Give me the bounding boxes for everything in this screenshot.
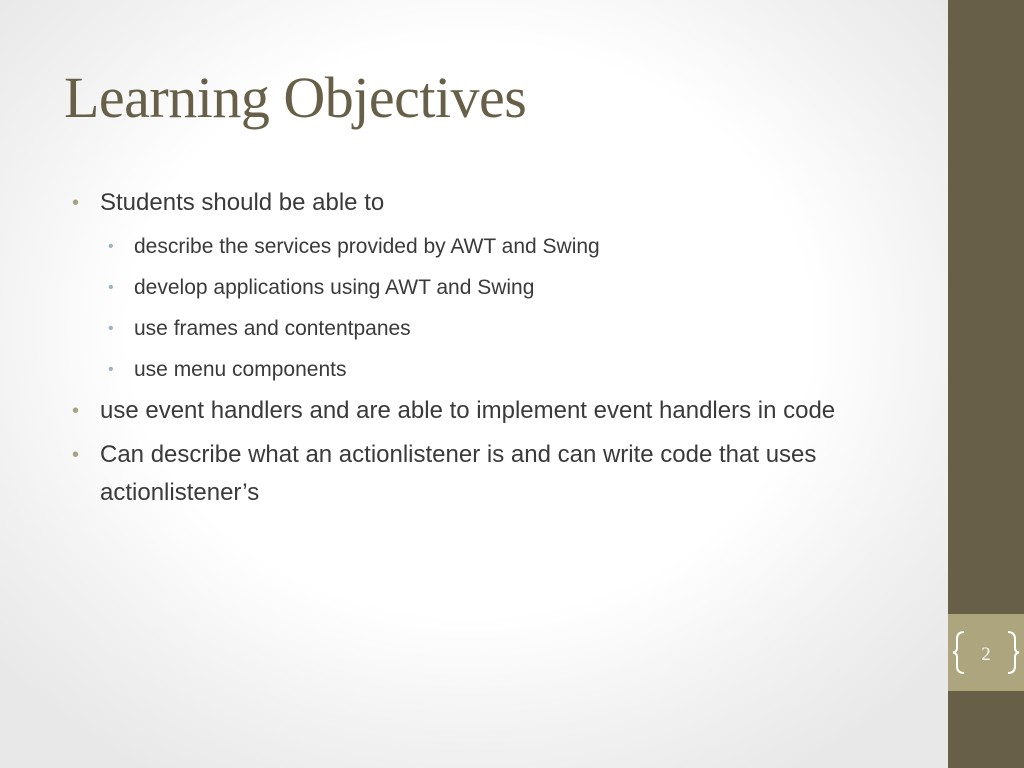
bullet-dot-icon: • bbox=[72, 400, 80, 422]
bullet-item bbox=[72, 436, 902, 512]
sub-bullet-item bbox=[72, 228, 902, 265]
bullet-item bbox=[72, 184, 902, 222]
sub-bullet-list bbox=[72, 228, 902, 388]
page-number-badge bbox=[948, 614, 1024, 691]
sub-bullet-item bbox=[72, 269, 902, 306]
sub-bullet-text: use frames and contentpanes bbox=[134, 317, 411, 340]
sub-bullet-item bbox=[72, 351, 902, 388]
sub-bullet-text: use menu components bbox=[134, 358, 347, 381]
slide-title: Learning Objectives bbox=[64, 65, 527, 130]
bullet-list bbox=[72, 184, 902, 518]
bullet-dot-icon: • bbox=[72, 192, 80, 214]
page-number: 2 bbox=[981, 644, 991, 665]
bullet-text: use event handlers and are able to implement event handlers in code bbox=[100, 397, 836, 424]
bullet-dot-icon: • bbox=[108, 320, 114, 337]
sub-bullet-text: develop applications using AWT and Swing bbox=[134, 276, 535, 299]
bullet-text: Students should be able to bbox=[100, 189, 385, 216]
bullet-dot-icon: • bbox=[108, 361, 114, 378]
bullet-dot-icon: • bbox=[108, 238, 114, 255]
sub-bullet-item bbox=[72, 310, 902, 347]
bullet-dot-icon: • bbox=[72, 444, 80, 466]
bullet-item bbox=[72, 392, 902, 430]
bullet-dot-icon: • bbox=[108, 279, 114, 296]
sub-bullet-text: describe the services provided by AWT and Swing bbox=[134, 235, 600, 258]
bullet-text: Can describe what an actionlistener is and can write code that uses actionlistener’s bbox=[100, 441, 817, 506]
